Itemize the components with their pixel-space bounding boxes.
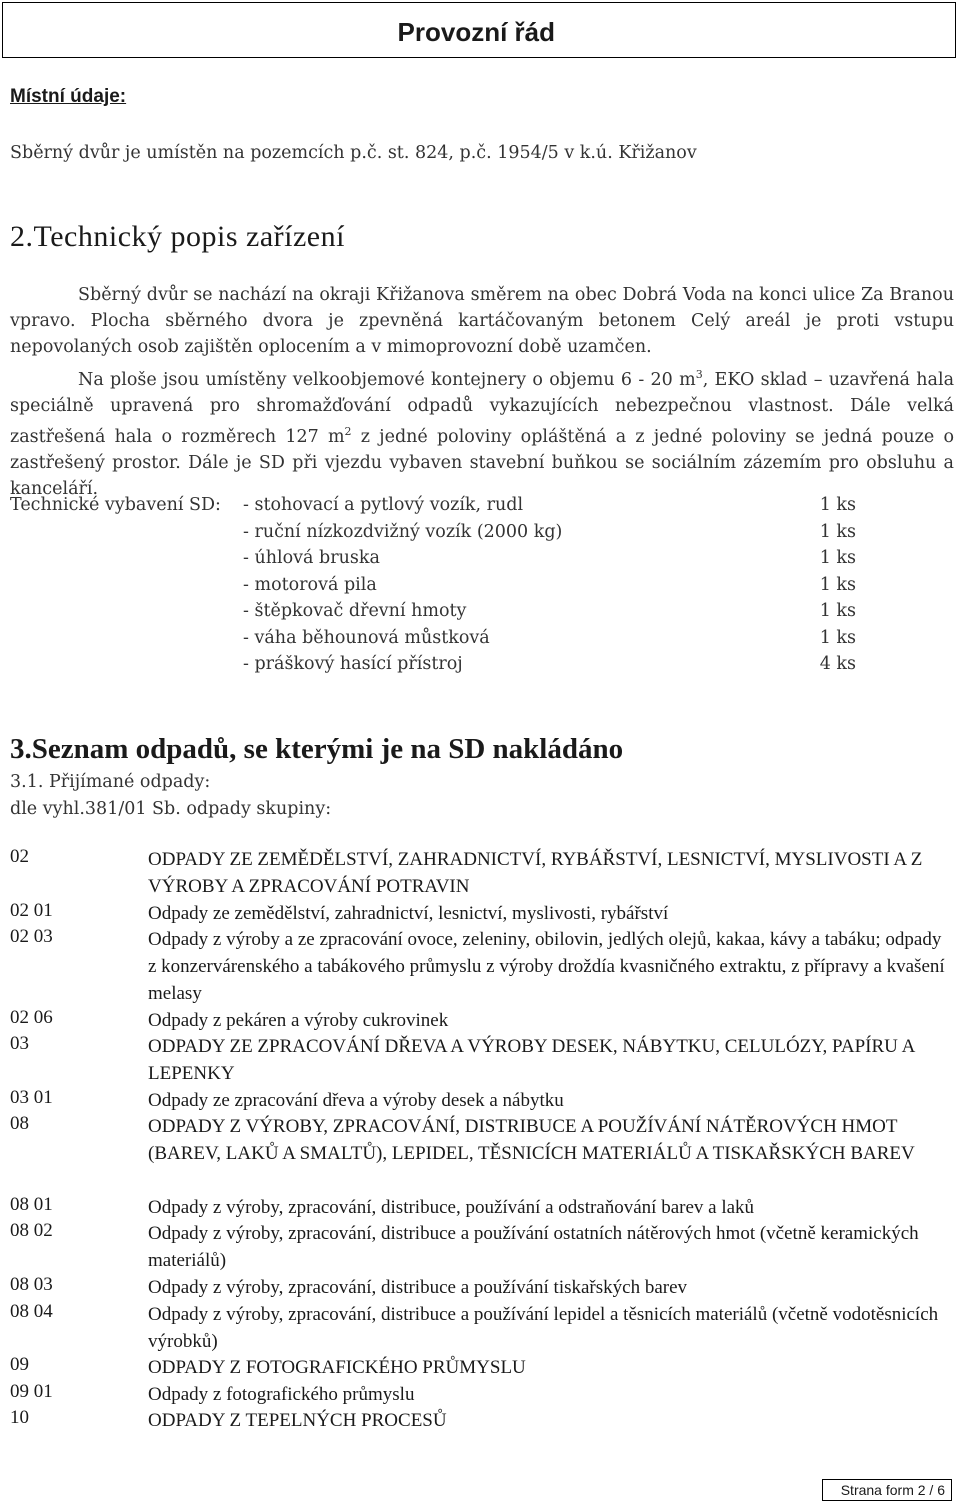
waste-description: Odpady ze zemědělství, zahradnictví, lesnictví, myslivosti, rybářství: [148, 903, 669, 924]
waste-description: Odpady z výroby, zpracování, distribuce a používání lepidel a těsnicích materiálů (včetně vodotěsnicích výrobků): [148, 1304, 939, 1352]
location-heading: Místní údaje:: [10, 86, 127, 107]
waste-description: ODPADY Z FOTOGRAFICKÉHO PRŮMYSLU: [148, 1357, 526, 1378]
waste-code: 09: [10, 1354, 29, 1375]
p2-part-a: Na ploše jsou umístěny velkoobjemové kontejnery o objemu 6 - 20 m: [78, 369, 696, 390]
equipment-quantity: 4 ks: [819, 654, 856, 674]
waste-code: 08 03: [10, 1274, 53, 1295]
waste-description: ODPADY ZE ZEMĚDĚLSTVÍ, ZAHRADNICTVÍ, RYBÁŘSTVÍ, LESNICTVÍ, MYSLIVOSTI A Z VÝROBY A ZPRACOVÁNÍ POTRAVIN: [148, 849, 923, 897]
equipment-item: - úhlová bruska: [243, 548, 380, 568]
equipment-quantity: 1 ks: [819, 574, 856, 595]
equipment-quantity: 1 ks: [819, 521, 856, 542]
waste-code: 08 04: [10, 1301, 53, 1322]
waste-code: 02 06: [10, 1007, 53, 1028]
waste-description: Odpady z fotografického průmyslu: [148, 1384, 415, 1405]
page-title: Provozní řád: [397, 17, 555, 47]
waste-code: 03 01: [10, 1087, 53, 1108]
p2-sup-b: 2: [344, 424, 352, 438]
location-text: Sběrný dvůr je umístěn na pozemcích p.č. st. 824, p.č. 1954/5 v k.ú. Křižanov: [10, 143, 697, 163]
equipment-item: - motorová pila: [243, 574, 377, 595]
waste-code: 08: [10, 1113, 29, 1134]
waste-code: 03: [10, 1033, 29, 1054]
waste-code: 08 02: [10, 1220, 53, 1241]
technical-paragraph-1: Sběrný dvůr se nachází na okraji Křižanova směrem na obec Dobrá Voda na konci ulice Za Branou vpravo. Plocha sběrného dvora je zpevněná kartáčovaným betonem Celý areál je proti vstupu nepovolaných osob zajištěn oplocením a v mimoprovozní době uzamčen.: [10, 285, 954, 357]
equipment-quantity: 1 ks: [819, 601, 856, 621]
waste-description: Odpady z výroby, zpracování, distribuce, používání a odstraňování barev a laků: [148, 1197, 755, 1218]
technical-paragraph-2: [10, 362, 954, 502]
equipment-quantity: 1 ks: [819, 548, 856, 568]
waste-heading: 3.Seznam odpadů, se kterými je na SD nakládáno: [10, 733, 624, 765]
waste-description: ODPADY Z TEPELNÝCH PROCESŮ: [148, 1410, 447, 1431]
waste-subheading: 3.1. Přijímané odpady:: [10, 772, 211, 792]
equipment-quantity: 1 ks: [819, 495, 856, 515]
equipment-item: - ruční nízkozdvižný vozík (2000 kg): [243, 521, 563, 542]
p2-part-c: z jedné poloviny opláštěná a z jedné poloviny se jedná pouze o zastřešený prostor. Dále je SD při vjezdu vybaven stavební buňkou se sociálním zázemím pro obsluhu a kanceláří.: [10, 426, 954, 499]
page-footer: Strana form 2 / 6: [822, 1479, 952, 1501]
waste-description: Odpady z výroby, zpracování, distribuce a používání tiskařských barev: [148, 1277, 688, 1298]
waste-description: Odpady z výroby a ze zpracování ovoce, zeleniny, obilovin, jedlých olejů, kakaa, kávy a tabáku; odpady z konzervárenského a tabákového průmyslu z výroby droždía kvasničného extraktu, z přípravy a kvašení melasy: [148, 929, 945, 1004]
equipment-item: - stohovací a pytlový vozík, rudl: [243, 495, 524, 515]
waste-code: 02 03: [10, 926, 53, 947]
waste-code: 08 01: [10, 1194, 53, 1215]
title-box: [2, 2, 956, 58]
technical-heading: 2.Technický popis zařízení: [10, 220, 345, 253]
p2-sup-a: 3: [695, 368, 703, 381]
p2-part-b: , EKO sklad – uzavřená hala speciálně upravená pro shromažďování odpadů vykazujících nebezpečnou vlastnost. Dále velká zastřešená hala o rozměrech 127 m: [10, 369, 955, 447]
waste-code: 02 01: [10, 900, 53, 921]
waste-description: Odpady z pekáren a výroby cukrovinek: [148, 1010, 449, 1031]
waste-description: ODPADY Z VÝROBY, ZPRACOVÁNÍ, DISTRIBUCE A POUŽÍVÁNÍ NÁTĚROVÝCH HMOT (BAREV, LAKŮ A SMALTŮ), LEPIDEL, TĚSNICÍCH MATERIÁLŮ A TISKAŘSKÝCH BAREV: [148, 1116, 915, 1164]
waste-description: Odpady ze zpracování dřeva a výroby desek a nábytku: [148, 1090, 564, 1111]
waste-description: Odpady z výroby, zpracování, distribuce a používání ostatních nátěrových hmot (včetně keramických materiálů): [148, 1223, 919, 1271]
waste-code: 02: [10, 846, 29, 867]
equipment-quantity: 1 ks: [819, 627, 856, 648]
equipment-label: Technické vybavení SD:: [10, 495, 221, 515]
equipment-item: - váha běhounová můstková: [243, 627, 490, 648]
equipment-item: - práškový hasící přístroj: [243, 654, 463, 674]
waste-regulation: dle vyhl.381/01 Sb. odpady skupiny:: [10, 799, 332, 819]
waste-code: 10: [10, 1407, 29, 1428]
waste-code: 09 01: [10, 1381, 53, 1402]
equipment-item: - štěpkovač dřevní hmoty: [243, 601, 467, 621]
waste-description: ODPADY ZE ZPRACOVÁNÍ DŘEVA A VÝROBY DESEK, NÁBYTKU, CELULÓZY, PAPÍRU A LEPENKY: [148, 1036, 915, 1084]
